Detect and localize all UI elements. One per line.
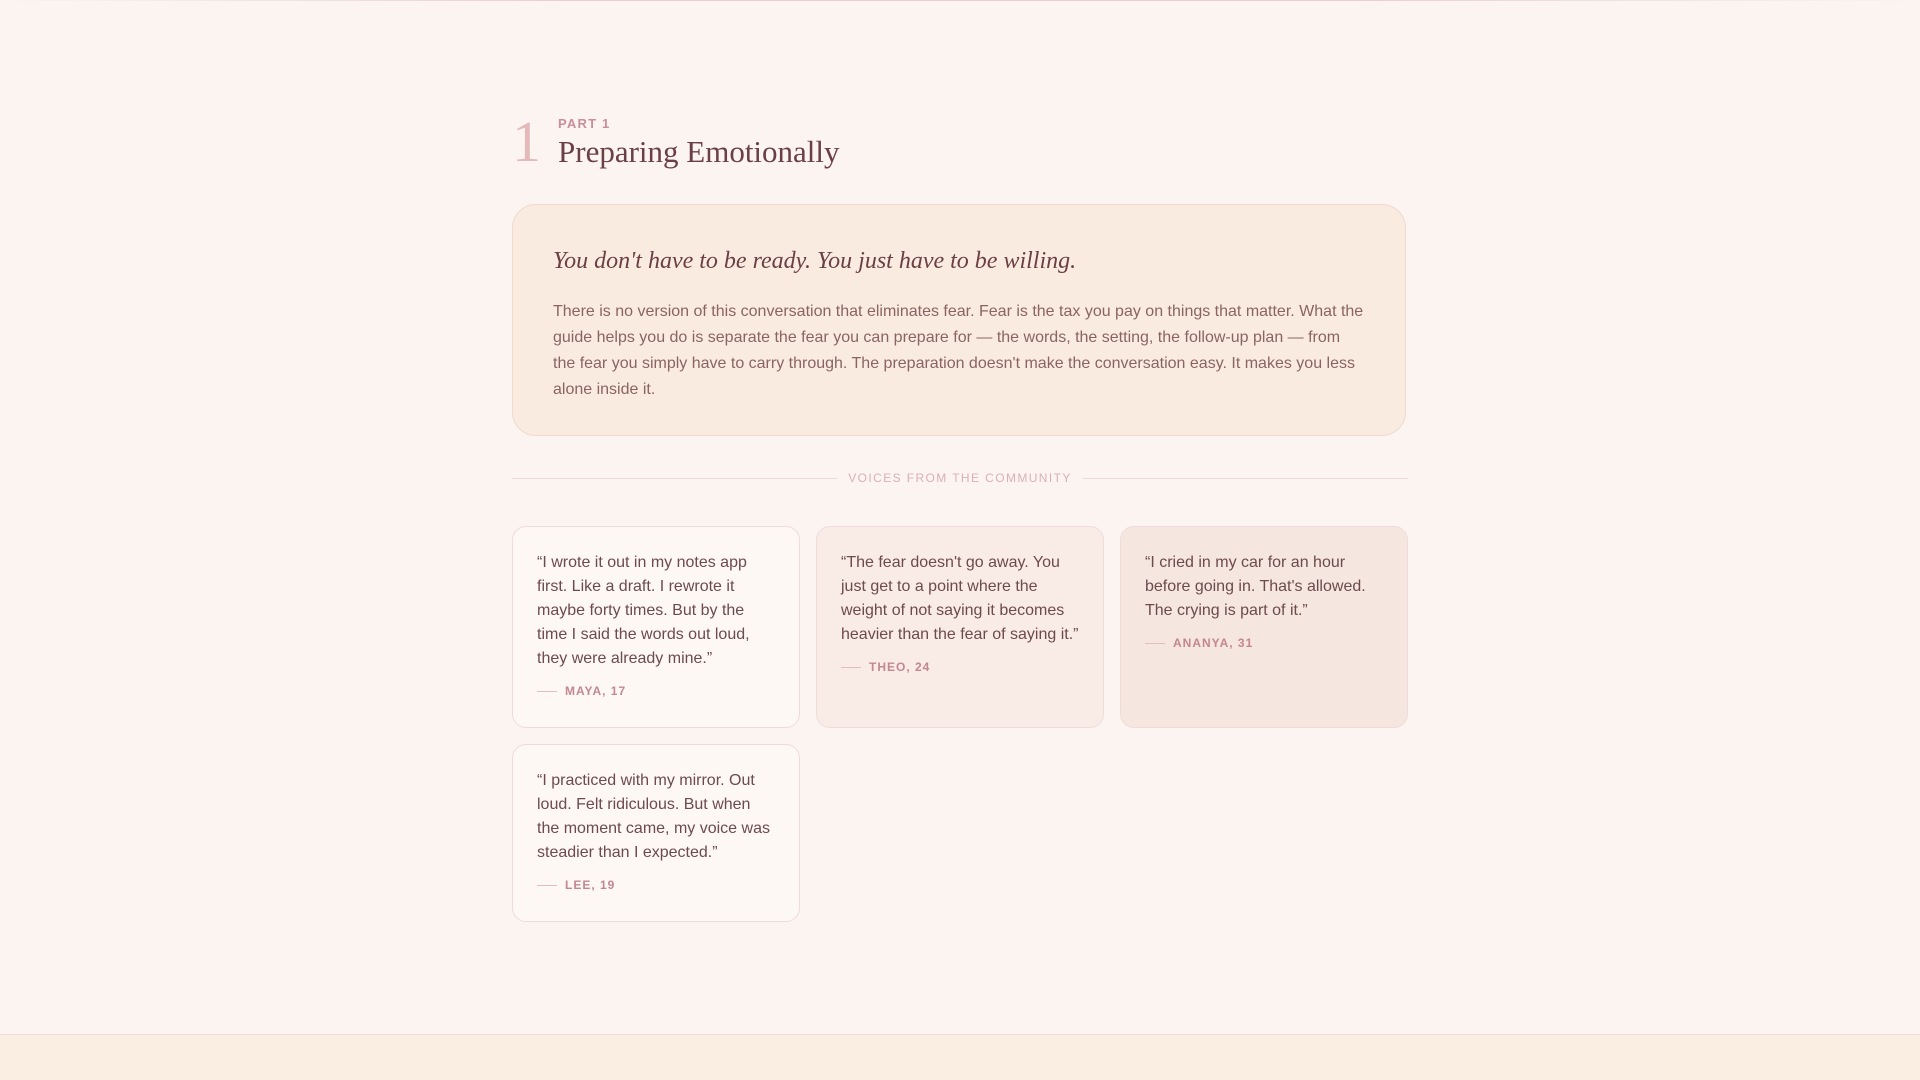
voice-attribution bbox=[841, 660, 1079, 674]
voice-card bbox=[512, 526, 800, 728]
voice-card bbox=[512, 744, 800, 922]
voice-attribution bbox=[537, 878, 775, 892]
part-title: Preparing Emotionally bbox=[558, 134, 840, 169]
attribution-dash bbox=[1145, 643, 1165, 644]
part-number: 1 bbox=[512, 109, 541, 174]
section-divider bbox=[512, 468, 1408, 488]
intro-heading: You don't have to be ready. You just have to be willing. bbox=[553, 248, 1077, 274]
attribution-dash bbox=[841, 667, 861, 668]
voice-quote: “I practiced with my mirror. Out loud. Felt ridiculous. But when the moment came, my voice was steadier than I expected.” bbox=[537, 772, 770, 861]
part-header bbox=[512, 108, 1112, 178]
voice-author: THEO, 24 bbox=[869, 660, 931, 674]
voice-author: MAYA, 17 bbox=[565, 684, 627, 698]
divider-line-left bbox=[512, 478, 837, 479]
voice-attribution bbox=[1145, 636, 1383, 650]
part-label: PART 1 bbox=[558, 116, 611, 131]
top-rule bbox=[0, 0, 1920, 1]
attribution-dash bbox=[537, 885, 557, 886]
divider-line-right bbox=[1083, 478, 1408, 479]
intro-body: There is no version of this conversation that eliminates fear. Fear is the tax you pay on things that matter. What the guide helps you do is separate the fear you can prepare for — the words, the setting, the follow-up plan — from the fear you simply have to carry through. The preparation doesn't make the conversation easy. It makes you less alone inside it. bbox=[553, 303, 1364, 398]
voice-card bbox=[1120, 526, 1408, 728]
voice-quote: “I wrote it out in my notes app first. Like a draft. I rewrote it maybe forty times. But by the time I said the words out loud, they were already mine.” bbox=[537, 554, 750, 667]
voice-author: ANANYA, 31 bbox=[1173, 636, 1254, 650]
voice-author: LEE, 19 bbox=[565, 878, 616, 892]
voice-attribution bbox=[537, 684, 775, 698]
intro-card bbox=[512, 204, 1406, 436]
attribution-dash bbox=[537, 691, 557, 692]
footer-band bbox=[0, 1034, 1920, 1080]
section-label: VOICES FROM THE COMMUNITY bbox=[848, 471, 1072, 485]
voice-quote: “I cried in my car for an hour before going in. That's allowed. The crying is part of it.” bbox=[1145, 554, 1366, 619]
voice-card bbox=[816, 526, 1104, 728]
voice-quote: “The fear doesn't go away. You just get to a point where the weight of not saying it becomes heavier than the fear of saying it.” bbox=[841, 554, 1079, 643]
